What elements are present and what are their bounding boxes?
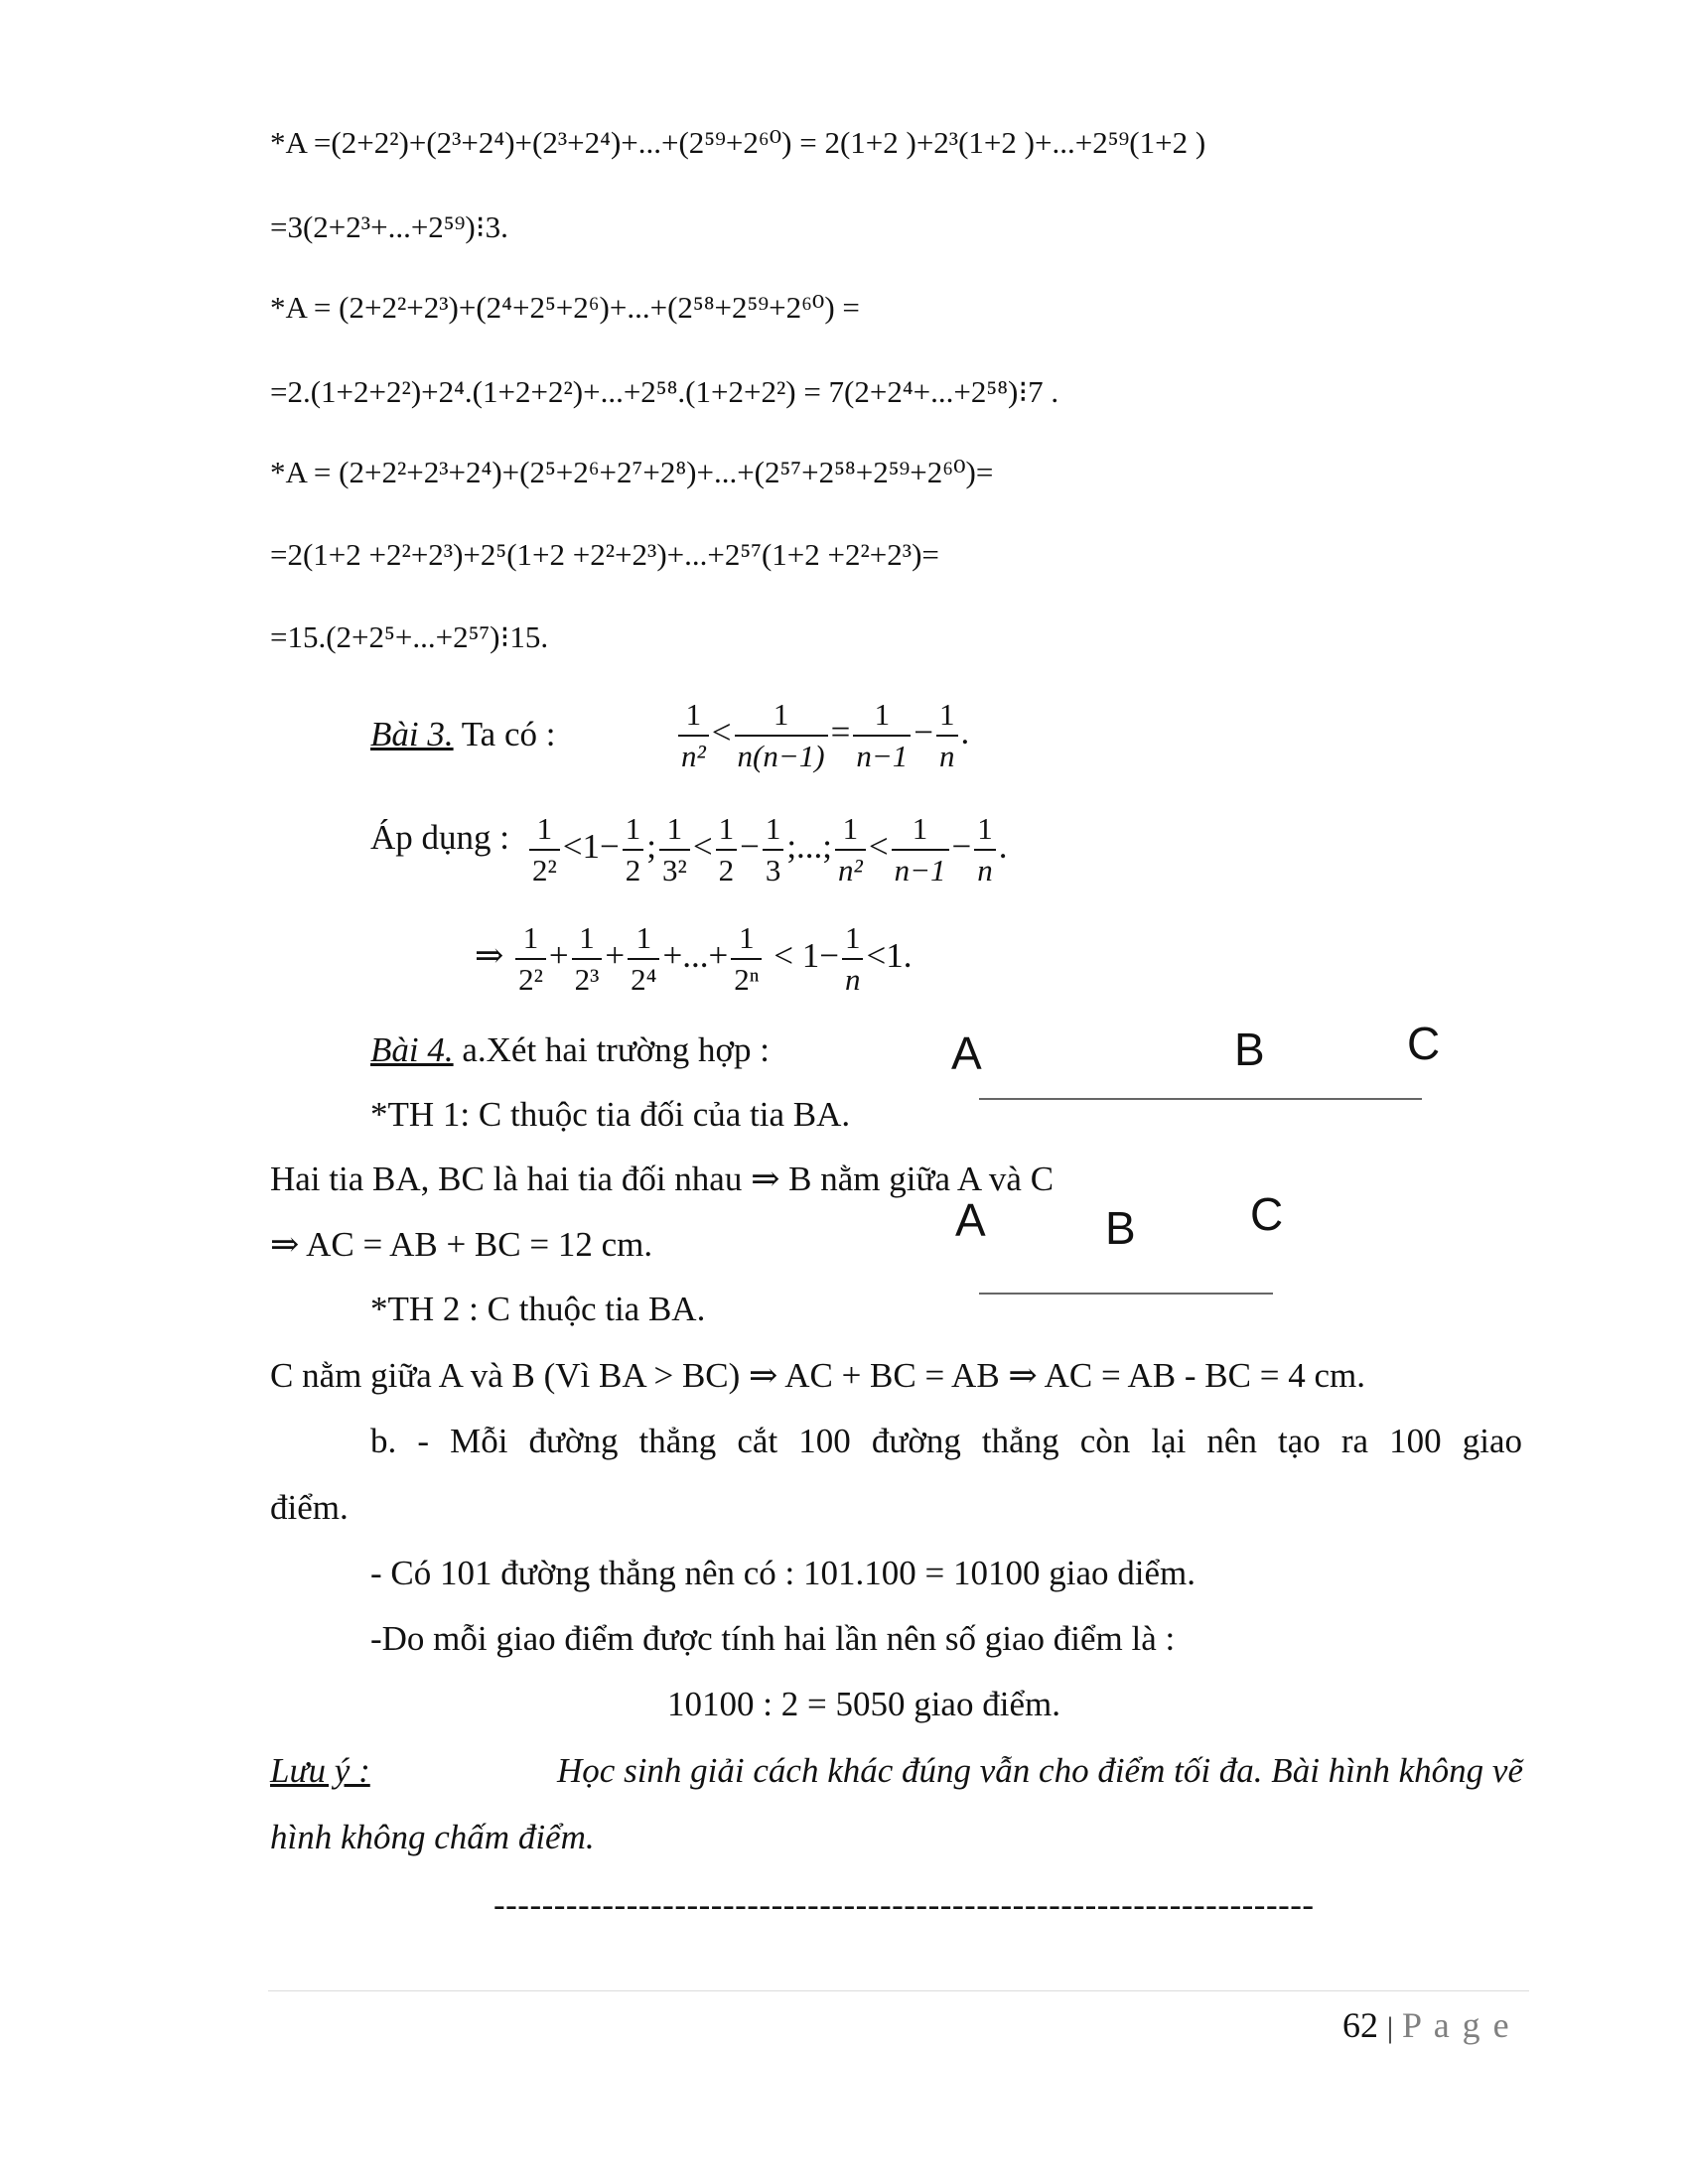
footer-rule [268,1990,1529,1991]
part-b-line-2: - Có 101 đường thẳng nên có : 101.100 = 10100 giao diểm. [370,1554,1196,1592]
fig2-point-a: A [955,1194,986,1246]
operator: < [711,713,732,752]
footer-bar: | [1387,2011,1394,2044]
bai3-conclusion: ⇒ $\frac{1}{\text{2²}}$ + $\frac{1}{\text{2³}}$ + $\frac{1}{\text{2⁴}}$ +...+ $\frac{1}{\text{2ⁿ}}$ < 1− $\frac{1}{n}$ <1. [475,918,912,1000]
equation-line-3: *A = (2+2²+2³)+(2⁴+2⁵+2⁶)+...+(2⁵⁸+2⁵⁹+2⁶⁰) = [270,290,860,325]
part-b-line-1-cont: điểm. [270,1488,349,1527]
part-b-line-1: b. - Mỗi đường thẳng cắt 100 đường thẳng còn lại nên tạo ra 100 giao [370,1422,1522,1460]
part-b-line-3: -Do mỗi giao điểm được tính hai lần nên số giao điểm là : [370,1619,1176,1658]
bai4-heading [370,1028,770,1072]
operator: − [914,713,934,752]
equation-line-1: *A =(2+2²)+(2³+2⁴)+(2³+2⁴)+...+(2⁵⁹+2⁶⁰) = 2(1+2 )+2³(1+2 )+...+2⁵⁹(1+2 ) [270,125,1206,160]
fig2-point-c: C [1250,1188,1284,1240]
fraction: $\frac{1}{\text{2²}}$ [529,809,560,890]
fraction: $\frac{1}{n}$ [842,918,864,1000]
bai3-heading [370,713,555,756]
fraction: $\frac{1}{\text{n²}}$ [835,809,866,890]
fig2-point-b: B [1105,1202,1136,1254]
page-label: P a g e [1402,2005,1511,2045]
bai4-title: Bài 4. [370,1030,454,1069]
fraction: $\frac{1}{\text{2²}}$ [515,918,546,1000]
fraction: $\frac{1}{n(n-1)}$ [735,695,828,776]
page-footer [1342,2003,1511,2050]
fraction: $\frac{1}{2}$ [716,809,738,890]
fraction: $\frac{1}{\text{2⁴}}$ [628,918,659,1000]
implies-symbol: ⇒ [475,936,504,976]
note-line-2: hình không chấm điểm. [270,1818,595,1856]
equation-line-7: =15.(2+2⁵+...+2⁵⁷)⁝15. [270,619,549,654]
fig1-point-c: C [1407,1018,1441,1069]
fraction: $\frac{1}{\text{2³}}$ [572,918,603,1000]
fig1-line-segment [979,1098,1422,1100]
note-label: Lưu ý : [270,1751,370,1790]
equation-line-2: =3(2+2³+...+2⁵⁹)⁝3. [270,209,508,244]
bai3-inequality [675,695,969,776]
fraction: $\frac{1}{n}$ [974,809,996,890]
fig1-point-a: A [951,1027,982,1079]
bai3-title: Bài 3. [370,715,454,753]
fraction: $\frac{1}{\text{n²}}$ [678,695,709,776]
fraction: $\frac{1}{n-1}$ [853,695,911,776]
part-b-result: 10100 : 2 = 5050 giao điểm. [667,1685,1060,1723]
bai4-para-1: Hai tia BA, BC là hai tia đối nhau ⇒ B nằm giữa A và C [270,1160,1055,1198]
apply-label: Áp dụng : [370,818,509,857]
fraction: $\frac{1}{2}$ [623,809,644,890]
equation-line-6: =2(1+2 +2²+2³)+2⁵(1+2 +2²+2³)+...+2⁵⁷(1+2 +2²+2³)= [270,537,939,572]
th1-text: *TH 1: C thuộc tia đối của tia BA. [370,1095,851,1134]
th2-text: *TH 2 : C thuộc tia BA. [370,1290,706,1328]
operator: = [830,713,851,752]
fraction: $\frac{1}{\text{2ⁿ}}$ [731,918,762,1000]
bai3-apply-inequality: $\frac{1}{\text{2²}}$ <1− $\frac{1}{2}$ ; $\frac{1}{\text{3²}}$ < $\frac{1}{2}$ − $\frac{1}{3}$ ;...; $\frac{1}{\text{n²}}$ < $\frac{1}{n-1}$ − $\frac{1}{n}$ . [526,809,1008,890]
bai4-part-a: a.Xét hai trường hợp : [462,1030,771,1069]
fraction: $\frac{1}{n-1}$ [892,809,949,890]
bai3-intro: Ta có : [461,715,556,753]
bai4-para-2: ⇒ AC = AB + BC = 12 cm. [270,1225,653,1264]
equation-line-5: *A = (2+2²+2³+2⁴)+(2⁵+2⁶+2⁷+2⁸)+...+(2⁵⁷+2⁵⁸+2⁵⁹+2⁶⁰)= [270,455,994,489]
page-number: 62 [1342,2005,1378,2045]
fig2-line-segment [979,1293,1273,1295]
equation-line-4: =2.(1+2+2²)+2⁴.(1+2+2²)+...+2⁵⁸.(1+2+2²) = 7(2+2⁴+...+2⁵⁸)⁝7 . [270,374,1059,409]
fraction: $\frac{1}{3}$ [763,809,784,890]
note-text-1: Học sinh giải cách khác đúng vẫn cho điểm tối đa. Bài hình không vẽ [557,1751,1523,1790]
fraction: $\frac{1}{\text{3²}}$ [659,809,690,890]
dashed-separator: -------------------------------------------------------------------- [493,1885,1315,1924]
bai4-para-3: C nằm giữa A và B (Vì BA > BC) ⇒ AC + BC = AB ⇒ AC = AB - BC = 4 cm. [270,1356,1365,1395]
operator: . [960,713,970,752]
fig1-point-b: B [1234,1024,1265,1075]
fraction: $\frac{1}{n}$ [936,695,958,776]
note-line-1 [270,1749,1523,1793]
